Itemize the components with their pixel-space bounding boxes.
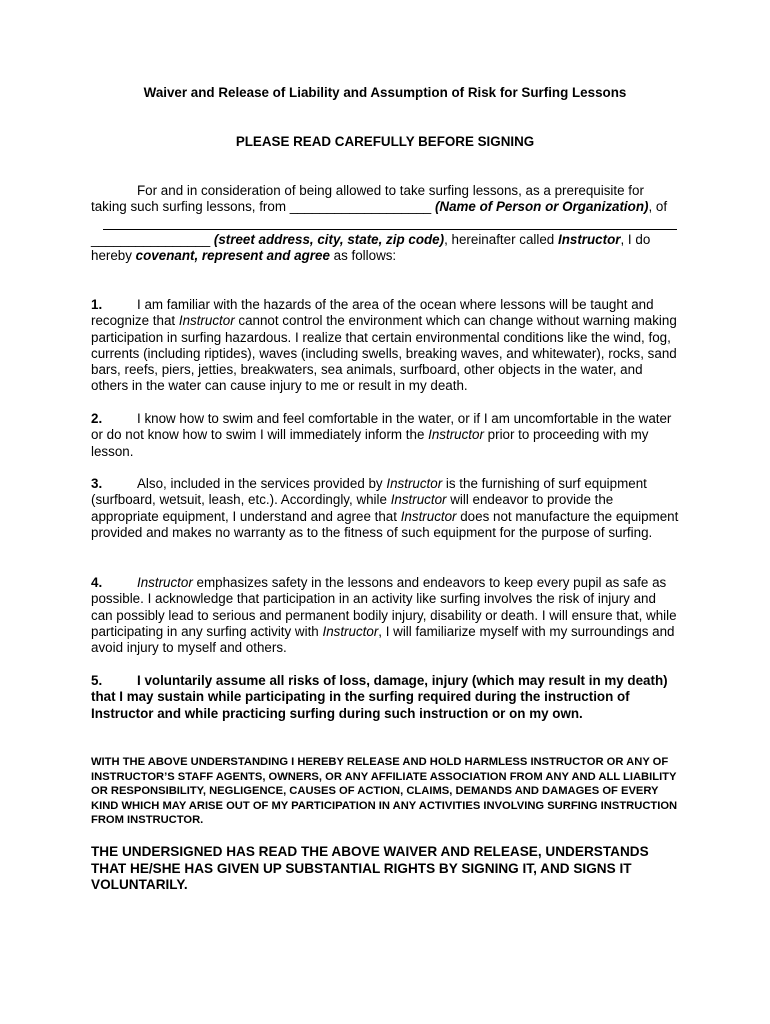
paragraph-number: 5. [91, 673, 103, 688]
release-clause: WITH THE ABOVE UNDERSTANDING I HEREBY RELEASE AND HOLD HARMLESS INSTRUCTOR OR ANY OF INSTRUCTOR’S STAFF AGENTS, OWNERS, OR ANY AFFILIATE ASSOCIATION FROM ANY AND ALL LIABILITY OR RESPONSIBILITY, NEGLIGENCE, CAUSES OF ACTION, CLAIMS, DEMANDS AND DAMAGES OF EVERY KIND WHICH MAY ARISE OUT OF MY PARTICIPATION IN ANY ACTIVITIES INVOLVING SURFING INSTRUCTION FROM INSTRUCTOR. [91, 756, 678, 826]
instructor-term: Instructor [178, 313, 235, 329]
closing-statement: THE UNDERSIGNED HAS READ THE ABOVE WAIVER AND RELEASE, UNDERSTANDS THAT HE/SHE HAS GIVEN UP SUBSTANTIAL RIGHTS BY SIGNING IT, AND SIGNS IT VOLUNTARILY. [91, 844, 649, 893]
paragraph-text: I am familiar with the hazards of the area of the ocean where lessons will be taught and recognize that [91, 297, 654, 329]
intro-text-5: as follows: [329, 248, 397, 264]
paragraph-2 [91, 411, 681, 460]
instructor-term: Instructor [390, 492, 447, 508]
paragraph-number: 3. [91, 476, 103, 491]
paragraph-text: prior to proceeding with my lesson. [91, 427, 649, 459]
intro-text-2: , of [648, 199, 668, 215]
intro-text-1: For and in consideration of being allowed to take surfing lessons, as a prerequisite for taking such surfing lessons, from ___________________ [91, 183, 644, 215]
name-of-organization-label: (Name of Person or Organization) [434, 199, 649, 215]
instructor-term: Instructor [322, 623, 379, 639]
paragraph-text: I voluntarily assume all risks of loss, damage, injury (which may result in my death) that I may sustain while participating in the surfing required during the instruction of Instructor and while practicing surfing during such instruction or on my own. [91, 673, 668, 721]
paragraph-3 [91, 476, 681, 541]
intro-paragraph [91, 183, 681, 264]
address-blank-line [91, 216, 681, 232]
document-title: Waiver and Release of Liability and Assumption of Risk for Surfing Lessons [143, 85, 627, 100]
paragraph-text: , I will familiarize myself with my surroundings and avoid injury to myself and others. [91, 623, 675, 656]
street-address-label: (street address, city, state, zip code) [213, 231, 445, 247]
paragraph-text: is the furnishing of surf equipment (surfboard, wetsuit, leash, etc.). Accordingly, while [91, 476, 647, 508]
paragraph-number: 2. [91, 411, 103, 426]
paragraph-number: 1. [91, 297, 103, 312]
instructor-term: Instructor [137, 575, 193, 590]
paragraph-text: does not manufacture the equipment provided and makes no warranty as to the fitness of such equipment for the purpose of surfing. [91, 508, 679, 540]
paragraph-text: emphasizes safety in the lessons and endeavors to keep every pupil as safe as possible. I acknowledge that participation in an activity like surfing involves the risk of injury and can possibly lead to serious and permanent bodily injury, disability or death. I will ensure that, while participating in any surfing activity with [91, 575, 677, 639]
paragraph-text: I know how to swim and feel comfortable in the water, or if I am uncomfortable in the water or do not know how to swim I will immediately inform the [91, 411, 672, 443]
paragraph-text: Also, included in the services provided by [137, 476, 387, 491]
address-blank: ________________ [91, 231, 211, 247]
document-subtitle: PLEASE READ CAREFULLY BEFORE SIGNING [235, 134, 535, 149]
instructor-term: Instructor [557, 231, 621, 247]
paragraph-number: 4. [91, 575, 103, 590]
instructor-term: Instructor [428, 427, 484, 443]
paragraph-5 [91, 673, 681, 722]
paragraph-4 [91, 575, 681, 656]
paragraph-text: cannot control the environment which can change without warning making participation in surfing hazardous. I realize that certain environmental conditions like the wind, fog, currents (including riptides), waves (including swells, breaking waves, and whitewater), rocks, sand bars, reefs, piers, jetties, breakwaters, sea animals, surfboard, other objects in the water, and others in the water can cause injury to me or result in my death. [91, 313, 677, 394]
paragraph-1 [91, 297, 681, 395]
intro-text-3: , hereinafter called [444, 231, 558, 247]
intro-text-4: , I do hereby [91, 231, 651, 264]
instructor-term: Instructor [400, 508, 457, 524]
covenant-term: covenant, represent and agree [135, 248, 330, 264]
paragraph-text: will endeavor to provide the appropriate equipment, I understand and agree that [91, 492, 614, 524]
instructor-term: Instructor [386, 476, 443, 491]
